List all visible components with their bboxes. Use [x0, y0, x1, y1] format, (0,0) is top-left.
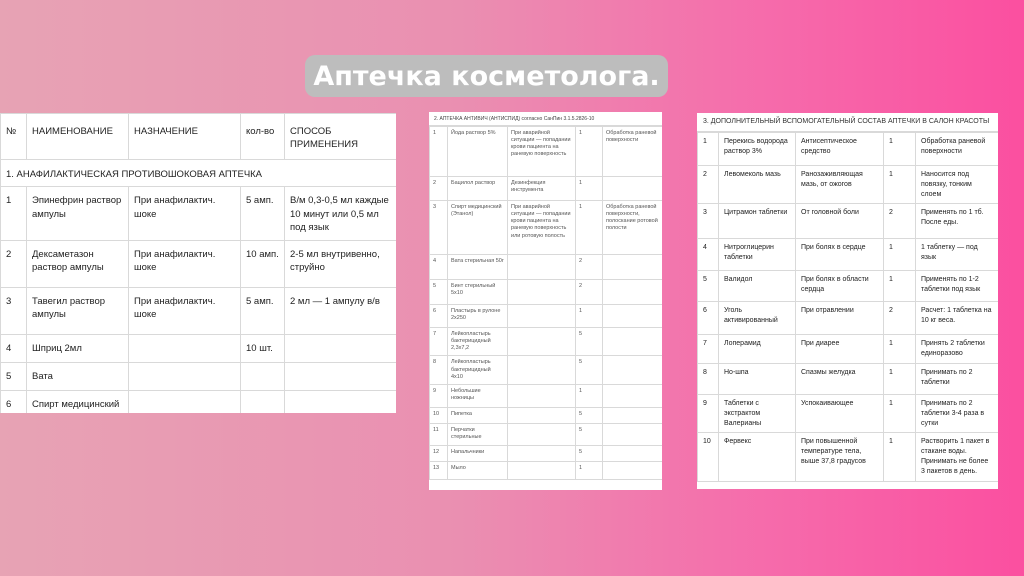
table-cell: 5 [1, 362, 27, 390]
table-row [698, 302, 999, 335]
table-cell: От головной боли [796, 204, 884, 239]
table-cell: 5 [576, 445, 603, 461]
table-cell [603, 305, 663, 328]
table-row [1, 240, 397, 287]
table-cell [129, 390, 241, 413]
table-cell: 1 [884, 271, 916, 302]
table-row [430, 127, 663, 177]
table-cell: Применять по 1 тб. После еды. [916, 204, 999, 239]
section-title: 1. АНАФИЛАКТИЧЕСКАЯ ПРОТИВОШОКОВАЯ АПТЕЧКА [1, 160, 397, 187]
table-cell: Дексаметазон раствор ампулы [27, 240, 129, 287]
table-cell: 10 [698, 433, 719, 481]
table-cell [508, 280, 576, 305]
table-cell: 1 [576, 305, 603, 328]
table-cell: Левомеколь мазь [719, 166, 796, 204]
table-cell: 7 [430, 328, 448, 356]
header-cell: НАИМЕНОВАНИЕ [27, 114, 129, 160]
table-cell: 9 [430, 384, 448, 407]
table-cell: Ранозаживляющая мазь, от ожогов [796, 166, 884, 204]
table-cell: Наносится под повязку, тонким слоем [916, 166, 999, 204]
table-cell: При повышенной температуре тела, выше 37,8 градусов [796, 433, 884, 481]
table-cell: 1 [884, 166, 916, 204]
table-cell: Спирт медицинский [27, 390, 129, 413]
table-cell [508, 305, 576, 328]
table-cell: Вата стерильная 50г [448, 255, 508, 280]
table-cell: При аварийной ситуации — попадании крови пациента на раневую поверхность [508, 127, 576, 177]
table-cell: Вата [27, 362, 129, 390]
table-row [430, 445, 663, 461]
table-cell: Применять по 1-2 таблетки под язык [916, 271, 999, 302]
table-cell: Эпинефрин раствор ампулы [27, 187, 129, 240]
table-cell: 1 [576, 461, 603, 479]
table-cell [129, 334, 241, 362]
table-cell: Шприц 2мл [27, 334, 129, 362]
table-cell [285, 390, 397, 413]
section-row [1, 160, 397, 187]
table-cell: Спирт медицинский (Этанол) [448, 201, 508, 255]
table-cell: 13 [430, 461, 448, 479]
table-cell: 2 [698, 166, 719, 204]
table-row [1, 390, 397, 413]
table-cell: Тавегил раствор ампулы [27, 287, 129, 334]
table-cell: При отравлении [796, 302, 884, 335]
table-cell [508, 461, 576, 479]
table-row [698, 133, 999, 166]
table-row [698, 335, 999, 364]
table-cell: 9 [698, 394, 719, 432]
table-cell: 5 амп. [241, 287, 285, 334]
table-cell: 4 [430, 255, 448, 280]
table-cell: Бацилол раствор [448, 177, 508, 201]
table-cell [508, 384, 576, 407]
table-cell: 3 [1, 287, 27, 334]
table-row [430, 423, 663, 445]
table-cell: Напальчники [448, 445, 508, 461]
table-cell: Антисептическое средство [796, 133, 884, 166]
table-cell: Цитрамон таблетки [719, 204, 796, 239]
table-cell: Небольшие ножницы [448, 384, 508, 407]
table-cell: Принимать по 2 таблетки [916, 363, 999, 394]
table-cell: 1 [884, 239, 916, 271]
table-cell: 6 [1, 390, 27, 413]
table-row [1, 287, 397, 334]
table-cell: Фервекс [719, 433, 796, 481]
table-cell [603, 423, 663, 445]
table-row [430, 461, 663, 479]
table-row [698, 204, 999, 239]
table-cell: 4 [698, 239, 719, 271]
table-cell: 7 [698, 335, 719, 364]
antihiv-kit-table [429, 112, 662, 490]
table-row [698, 271, 999, 302]
table-cell: В/м 0,3-0,5 мл каждые 10 минут или 0,5 мл под язык [285, 187, 397, 240]
table-cell: 1 [576, 127, 603, 177]
table-row [698, 433, 999, 481]
table-cell: Обработка раневой поверхности [603, 127, 663, 177]
table-cell [603, 384, 663, 407]
table-cell: Бинт стерильный 5х10 [448, 280, 508, 305]
table-header-row [1, 114, 397, 160]
table-cell: 10 [430, 407, 448, 423]
table-cell: 1 [698, 133, 719, 166]
table-cell: При анафилактич. шоке [129, 240, 241, 287]
table-cell: 10 амп. [241, 240, 285, 287]
table-cell: При болях в сердце [796, 239, 884, 271]
table-cell [129, 362, 241, 390]
table-cell: 8 [430, 356, 448, 384]
table-cell: 4 [1, 334, 27, 362]
table-cell: Пластырь в рулоне 2х250 [448, 305, 508, 328]
table-cell: Перекись водорода раствор 3% [719, 133, 796, 166]
table-row [430, 280, 663, 305]
table-cell: При болях в области сердца [796, 271, 884, 302]
table-cell: 5 [576, 356, 603, 384]
table-cell: 1 [884, 433, 916, 481]
table-cell: Лейкопластырь бактерицидный 4х10 [448, 356, 508, 384]
table-cell: 10 шт. [241, 334, 285, 362]
table-cell [508, 445, 576, 461]
table-row [1, 362, 397, 390]
table-cell [241, 362, 285, 390]
table-cell: 1 [576, 384, 603, 407]
table-cell: Принимать по 2 таблетки 3-4 раза в сутки [916, 394, 999, 432]
table-cell: Принять 2 таблетки единоразово [916, 335, 999, 364]
table-cell: Лейкопластырь бактерицидный 2,3х7,2 [448, 328, 508, 356]
table-cell: Обработка раневой поверхности [916, 133, 999, 166]
table-cell: Спазмы желудка [796, 363, 884, 394]
header-cell: кол-во [241, 114, 285, 160]
anaphylaxis-kit-table [0, 113, 396, 413]
table-cell: Таблетки с экстрактом Валерианы [719, 394, 796, 432]
slide-title: Аптечка косметолога. [305, 55, 668, 97]
table-cell [508, 328, 576, 356]
table-cell: При анафилактич. шоке [129, 187, 241, 240]
table-cell: Но-шпа [719, 363, 796, 394]
table-row [698, 363, 999, 394]
table-cell: 5 [698, 271, 719, 302]
table-row [430, 328, 663, 356]
table-cell [508, 423, 576, 445]
table-row [430, 305, 663, 328]
table-cell: 5 [576, 407, 603, 423]
table-cell: 1 [430, 127, 448, 177]
table-cell: 2 [884, 302, 916, 335]
table-cell: Мыло [448, 461, 508, 479]
table-cell [603, 407, 663, 423]
table-cell: 11 [430, 423, 448, 445]
table-cell [508, 356, 576, 384]
table-cell: 1 [884, 335, 916, 364]
table-row [1, 187, 397, 240]
table-cell: 8 [698, 363, 719, 394]
table-cell: 6 [430, 305, 448, 328]
table-cell: Растворить 1 пакет в стакане воды. Принимать не более 3 пакетов в день. [916, 433, 999, 481]
table-cell: 5 амп. [241, 187, 285, 240]
table-cell: При диарее [796, 335, 884, 364]
table-cell: Обработка раневой поверхности, полоскание ротовой полости [603, 201, 663, 255]
table-cell: 2-5 мл внутривенно, струйно [285, 240, 397, 287]
header-cell: НАЗНАЧЕНИЕ [129, 114, 241, 160]
table-row [430, 255, 663, 280]
table-row [1, 334, 397, 362]
beauty-salon-kit-table [697, 113, 998, 489]
table-cell: Лоперамид [719, 335, 796, 364]
table-row [698, 394, 999, 432]
table-cell [241, 390, 285, 413]
table-cell: Дезинфекция инструмента [508, 177, 576, 201]
table-cell: 5 [576, 423, 603, 445]
table-cell [603, 356, 663, 384]
table-cell: 1 [884, 133, 916, 166]
table-cell: 1 [884, 394, 916, 432]
table-row [430, 356, 663, 384]
table-cell [603, 177, 663, 201]
table-cell: Перчатки стерильные [448, 423, 508, 445]
table-cell: 1 [1, 187, 27, 240]
table-row [698, 239, 999, 271]
table-cell: 2 [576, 280, 603, 305]
table-cell [603, 280, 663, 305]
table-cell: Йода раствор 5% [448, 127, 508, 177]
header-cell: СПОСОБ ПРИМЕНЕНИЯ [285, 114, 397, 160]
table-cell [603, 445, 663, 461]
table-cell: 2 мл — 1 ампулу в/в [285, 287, 397, 334]
table-cell: Нитроглицерин таблетки [719, 239, 796, 271]
table-cell: Расчет: 1 таблетка на 10 кг веса. [916, 302, 999, 335]
table-cell [603, 255, 663, 280]
table-cell: 2 [576, 255, 603, 280]
table-row [430, 201, 663, 255]
table-cell: 3 [698, 204, 719, 239]
table-cell: Уголь активированный [719, 302, 796, 335]
table-cell [603, 328, 663, 356]
table-caption: 3. ДОПОЛНИТЕЛЬНЫЙ ВСПОМОГАТЕЛЬНЫЙ СОСТАВ АПТЕЧКИ В САЛОН КРАСОТЫ [697, 113, 998, 132]
table-cell: 2 [884, 204, 916, 239]
table-cell: 1 [576, 177, 603, 201]
table-cell: 2 [430, 177, 448, 201]
table-cell: 6 [698, 302, 719, 335]
table-row [430, 177, 663, 201]
table-cell [603, 461, 663, 479]
table-row [698, 166, 999, 204]
table-cell: 1 [884, 363, 916, 394]
table-cell: 1 [576, 201, 603, 255]
table-cell: При аварийной ситуации — попадании крови пациента на раневую поверхность или ротовую полость [508, 201, 576, 255]
table-cell: 2 [1, 240, 27, 287]
table-cell: 5 [576, 328, 603, 356]
table-cell [508, 255, 576, 280]
table-cell [508, 407, 576, 423]
header-cell: № [1, 114, 27, 160]
table-caption: 2. АПТЕЧКА АНТИВИЧ (АНТИСПИД) согласно СанПин 3.1.5.2826-10 [429, 112, 662, 126]
table-cell: Пипетка [448, 407, 508, 423]
table-cell [285, 334, 397, 362]
table-cell [285, 362, 397, 390]
table-row [430, 407, 663, 423]
table-cell: 3 [430, 201, 448, 255]
table-row [430, 384, 663, 407]
table-cell: Валидол [719, 271, 796, 302]
table-cell: 12 [430, 445, 448, 461]
table-cell: 5 [430, 280, 448, 305]
table-cell: Успокаивающее [796, 394, 884, 432]
table-cell: 1 таблетку — под язык [916, 239, 999, 271]
table-cell: При анафилактич. шоке [129, 287, 241, 334]
